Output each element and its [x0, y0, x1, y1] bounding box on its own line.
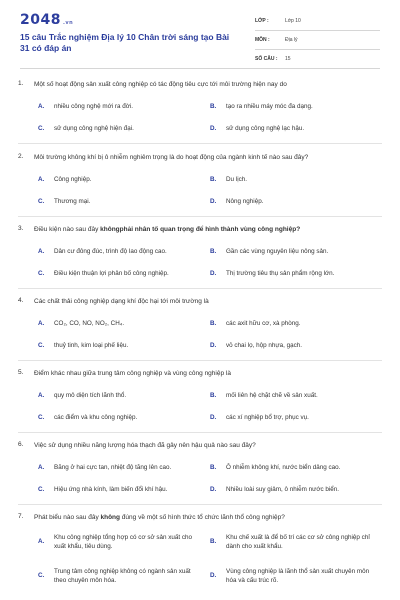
option-letter: A. [38, 392, 45, 399]
option-letter: C. [38, 270, 45, 277]
option-text: Thương mại. [54, 198, 91, 205]
option-letter: B. [210, 538, 217, 545]
option-text: sử dụng công nghệ hiện đại. [54, 125, 134, 132]
option-letter: C. [38, 198, 45, 205]
option-text: Dân cư đông đúc, trình độ lao động cao. [54, 248, 167, 255]
option-letter: C. [38, 572, 45, 579]
option-text: các xí nghiệp bổ trợ, phục vụ. [226, 414, 309, 421]
divider [18, 143, 382, 144]
question-number: 2. [18, 153, 24, 160]
divider [20, 68, 380, 69]
question-text: Điểm khác nhau giữa trung tâm công nghiệp và vùng công nghiệp là [34, 370, 231, 377]
question-number: 3. [18, 225, 24, 232]
page-title: 15 câu Trắc nghiệm Địa lý 10 Chân trời sáng tạo Bài 31 có đáp án [20, 32, 230, 53]
option-text: Điều kiện thuận lợi phân bố công nghiệp. [54, 270, 169, 277]
question-6 [18, 441, 383, 503]
question-5 [18, 369, 383, 431]
option-letter: C. [38, 486, 45, 493]
meta-key: MÔN : [255, 37, 270, 43]
question-text [34, 225, 379, 234]
meta-row-count [255, 53, 380, 69]
option-letter: D. [210, 342, 217, 349]
option-text: Khu công nghiệp tổng hợp có cơ sở sản xuất cho xuất khẩu, tiêu dùng. [54, 534, 193, 550]
option-letter: B. [210, 248, 217, 255]
meta-row-subject [255, 34, 380, 50]
option-letter: D. [210, 414, 217, 421]
option-letter: B. [210, 464, 217, 471]
logo[interactable] [20, 12, 73, 28]
meta-value: 15 [285, 56, 291, 62]
question-number: 5. [18, 369, 24, 376]
option-letter: A. [38, 248, 45, 255]
option-text: vỏ chai lọ, hộp nhựa, gạch. [226, 342, 302, 349]
option-letter: C. [38, 342, 45, 349]
question-text-emphasis: khôngphải nhân tố quan trọng để hình thành vùng công nghiệp? [100, 226, 301, 233]
meta-key: SỐ CÂU : [255, 56, 278, 62]
question-number: 6. [18, 441, 24, 448]
option-text: Ô nhiễm không khí, nước biển dâng cao. [226, 464, 341, 471]
option-text: Băng ở hai cực tan, nhiệt độ tăng lên cao. [54, 464, 172, 471]
meta-value: Lớp 10 [285, 18, 301, 24]
divider [18, 432, 382, 433]
question-text-part: Phát biểu nào sau đây [34, 514, 101, 521]
question-text: Môi trường không khí bị ô nhiễm nghiêm trọng là do hoạt động của ngành kinh tế nào sau đây? [34, 154, 309, 161]
meta-key: LỚP : [255, 18, 269, 24]
option-letter: B. [210, 103, 217, 110]
question-text-part: đúng về một số hình thức tổ chức lãnh thổ công nghiệp? [120, 514, 285, 521]
question-7 [18, 513, 383, 598]
option-text: sử dụng công nghệ lạc hậu. [226, 125, 305, 132]
question-text [34, 513, 379, 522]
option-letter: A. [38, 538, 45, 545]
option-text: quy mô diện tích lãnh thổ. [54, 392, 127, 399]
question-number: 1. [18, 80, 24, 87]
option-text: các axit hữu cơ, xà phòng. [226, 320, 301, 327]
logo-suffix: .vn [62, 20, 74, 26]
option-letter: D. [210, 270, 217, 277]
divider [18, 216, 382, 217]
option-text: các điểm và khu công nghiệp. [54, 414, 138, 421]
option-text: Nông nghiệp. [226, 198, 264, 205]
meta-panel [255, 15, 380, 72]
question-number: 4. [18, 297, 24, 304]
question-text: Việc sử dụng nhiều năng lượng hóa thạch đã gây nên hậu quả nào sau đây? [34, 442, 256, 449]
option-text: CO₂, CO, NO, NO₂, CH₄. [54, 320, 125, 327]
divider [18, 288, 382, 289]
question-text: Một số hoạt động sản xuất công nghiệp có tác động tiêu cực tới môi trường hiện nay do [34, 81, 287, 88]
divider [18, 504, 382, 505]
divider [18, 360, 382, 361]
option-letter: A. [38, 103, 45, 110]
option-letter: B. [210, 320, 217, 327]
option-letter: B. [210, 176, 217, 183]
option-letter: D. [210, 486, 217, 493]
option-letter: D. [210, 198, 217, 205]
option-letter: B. [210, 392, 217, 399]
question-4 [18, 297, 383, 359]
question-2 [18, 153, 383, 215]
meta-value: Địa lý [285, 37, 298, 43]
option-text: Hiệu ứng nhà kính, làm biến đổi khí hậu. [54, 486, 168, 493]
option-text: Thị trường tiêu thụ sản phẩm rộng lớn. [226, 270, 335, 277]
option-letter: D. [210, 572, 217, 579]
question-text-part: Điều kiện nào sau đây [34, 226, 101, 233]
option-letter: C. [38, 414, 45, 421]
option-text: Nhiều loài suy giảm, ô nhiễm nước biển. [226, 486, 339, 493]
question-text: Các chất thải công nghiệp dạng khí độc hại tới môi trường là [34, 298, 209, 305]
option-letter: A. [38, 176, 45, 183]
option-text: Khu chế xuất là để bố trí các cơ sở công nghiệp chỉ dành cho xuất khẩu. [226, 534, 370, 550]
logo-text: 2048 [20, 12, 61, 28]
option-text: Gần các vùng nguyên liệu nông sản. [226, 248, 329, 255]
option-text: Công nghiệp. [54, 176, 92, 183]
option-letter: A. [38, 320, 45, 327]
meta-row-class [255, 15, 380, 31]
question-number: 7. [18, 513, 24, 520]
option-text: mối liên hệ chặt chẽ về sản xuất. [226, 392, 318, 399]
question-1 [18, 80, 383, 142]
option-text: thuỷ tinh, kim loại phế liệu. [54, 342, 129, 349]
option-letter: A. [38, 464, 45, 471]
header [0, 0, 400, 70]
option-letter: D. [210, 125, 217, 132]
option-text: Du lịch. [226, 176, 247, 183]
option-letter: C. [38, 125, 45, 132]
option-text: Trung tâm công nghiệp không có ngành sản xuất theo chuyên môn hóa. [54, 568, 191, 584]
question-3 [18, 225, 383, 287]
option-text: Vùng công nghiệp là lãnh thổ sản xuất chuyên môn hóa và cấu trúc rõ. [226, 568, 370, 584]
option-text: tạo ra nhiều máy móc đa dạng. [226, 103, 313, 110]
option-text: nhiều công nghệ mới ra đời. [54, 103, 133, 110]
question-text-emphasis: không [100, 514, 120, 521]
